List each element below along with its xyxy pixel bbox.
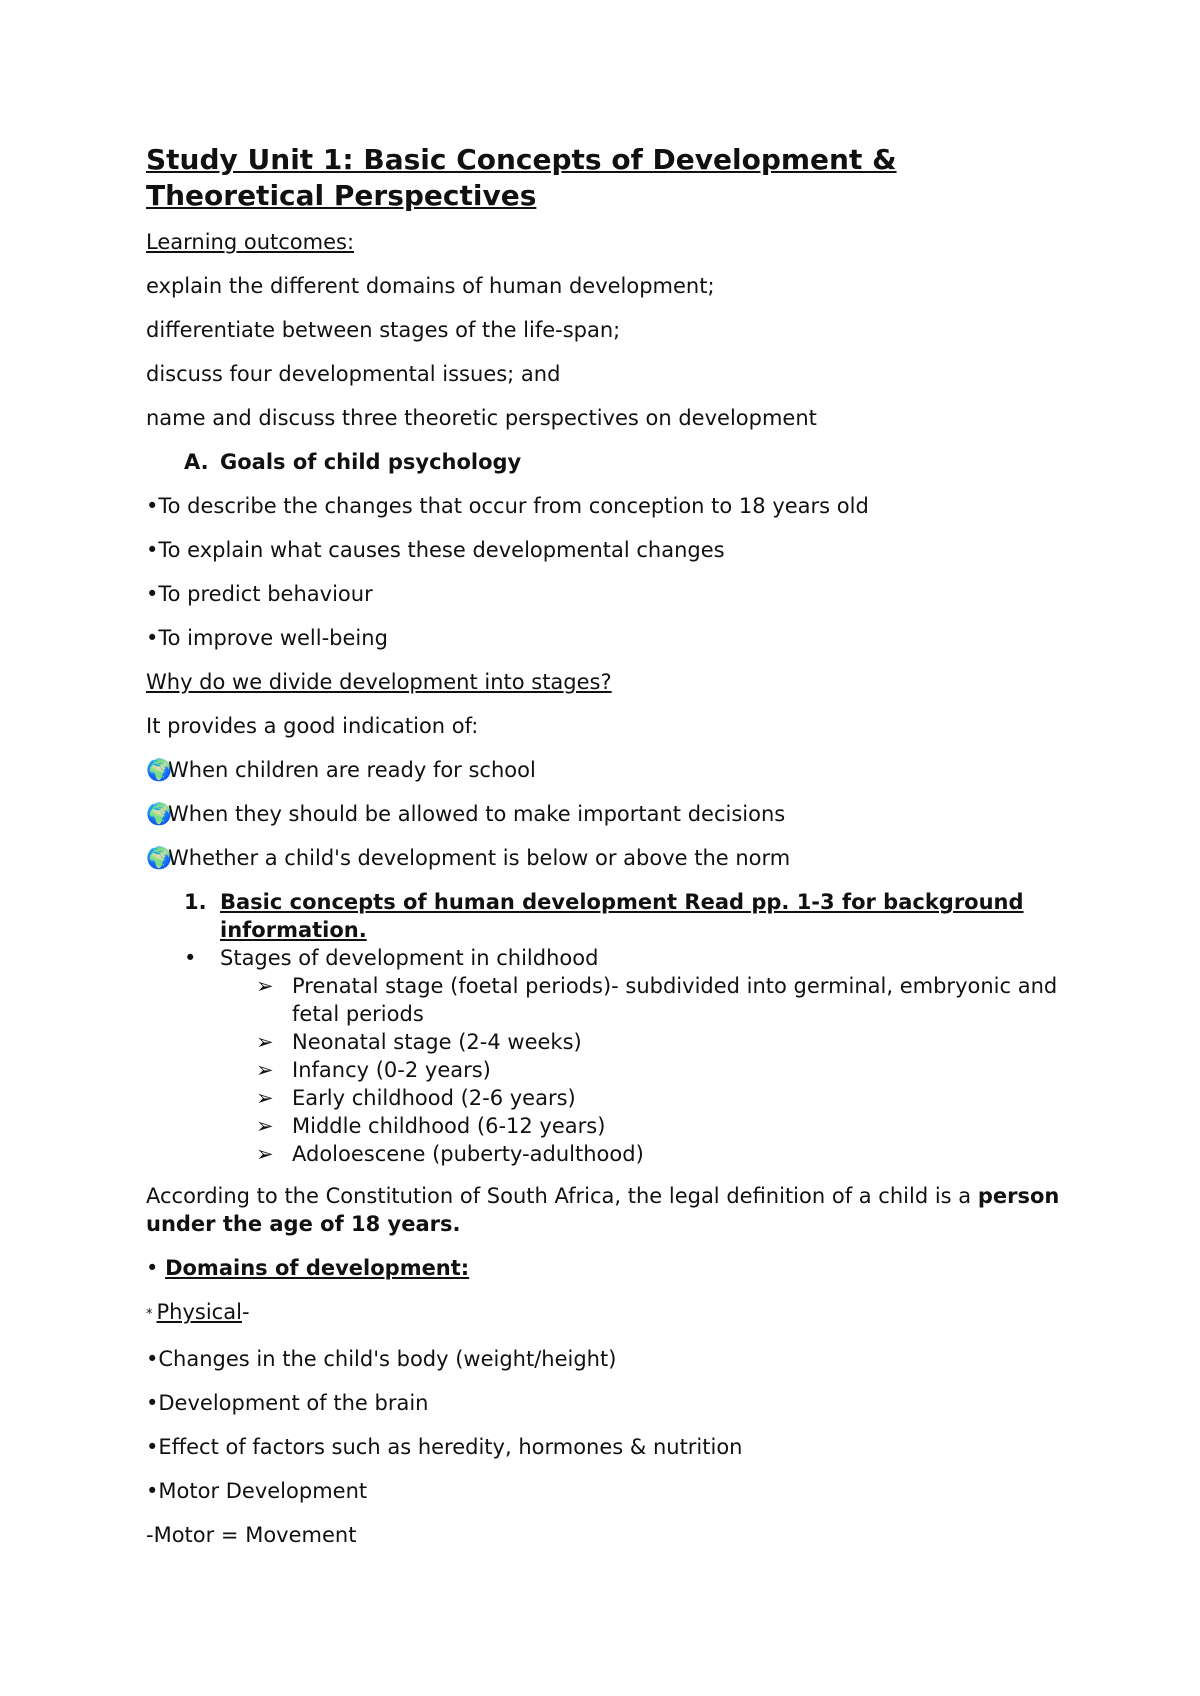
- learning-outcome-item: differentiate between stages of the life-span;: [146, 318, 621, 342]
- bullet-icon: •: [146, 494, 159, 518]
- list-item: [256, 1140, 1076, 1168]
- goal-text: To improve well-being: [158, 626, 388, 650]
- constitution-bold: person under the age of 18 years.: [146, 1184, 1060, 1236]
- constitution-text: According to the Constitution of South Africa, the legal definition of a child is a: [146, 1184, 978, 1208]
- physical-item: [146, 1477, 1076, 1505]
- learning-outcome-item: name and discuss three theoretic perspectives on development: [146, 406, 817, 430]
- goal-text: To describe the changes that occur from conception to 18 years old: [158, 494, 869, 518]
- physical-label: Physical: [156, 1300, 242, 1324]
- star-icon: *: [146, 1307, 153, 1322]
- physical-text: Effect of factors such as heredity, hormones & nutrition: [158, 1435, 743, 1459]
- goal-text: To explain what causes these developmental changes: [158, 538, 725, 562]
- globe-icon: 🌍: [146, 802, 173, 826]
- physical-item: [146, 1345, 1076, 1373]
- stage-text: Early childhood (2-6 years): [292, 1086, 576, 1110]
- stage-text: Prenatal stage (foetal periods)- subdivided into germinal, embryonic and fetal periods: [292, 974, 1058, 1026]
- list-item: [256, 1028, 1076, 1056]
- section-1-title: Basic concepts of human development Read pp. 1-3 for background information.: [220, 890, 1024, 942]
- physical-item: [146, 1433, 1076, 1461]
- page-title: Study Unit 1: Basic Concepts of Development & Theoretical Perspectives: [146, 143, 897, 212]
- list-item: [256, 1084, 1076, 1112]
- arrow-icon: ➢: [256, 1086, 274, 1110]
- learning-outcome-item: discuss four developmental issues; and: [146, 362, 561, 386]
- section-1-heading: [184, 888, 1076, 944]
- indication-text: When they should be allowed to make important decisions: [168, 802, 786, 826]
- stages-bullet: [184, 944, 1076, 972]
- physical-text: Changes in the child's body (weight/height): [158, 1347, 617, 1371]
- section-a-title: Goals of child psychology: [220, 450, 522, 474]
- bullet-icon: •: [146, 582, 159, 606]
- physical-suffix: -: [241, 1300, 250, 1324]
- bullet-icon: •: [146, 538, 159, 562]
- stages-list: [256, 972, 1076, 1168]
- bullet-icon: •: [146, 1256, 159, 1280]
- section-a-heading: [184, 448, 1076, 476]
- goal-item: [146, 536, 1076, 564]
- stages-question-heading: Why do we divide development into stages?: [146, 670, 612, 694]
- learning-outcomes-heading: Learning outcomes:: [146, 230, 355, 254]
- goal-item: [146, 624, 1076, 652]
- physical-item: [146, 1389, 1076, 1417]
- domains-heading: [146, 1254, 1076, 1282]
- bullet-icon: •: [184, 946, 197, 970]
- constitution-paragraph: [146, 1182, 1076, 1238]
- goal-item: [146, 580, 1076, 608]
- indication-item: [146, 844, 1076, 872]
- stages-question-intro: It provides a good indication of:: [146, 714, 479, 738]
- motor-line: -Motor = Movement: [146, 1523, 357, 1547]
- stage-text: Neonatal stage (2-4 weeks): [292, 1030, 582, 1054]
- bullet-icon: •: [146, 1391, 159, 1415]
- arrow-icon: ➢: [256, 1142, 274, 1166]
- section-1-marker: 1.: [184, 890, 207, 914]
- indication-text: When children are ready for school: [168, 758, 536, 782]
- physical-text: Motor Development: [158, 1479, 368, 1503]
- list-item: [256, 972, 1076, 1028]
- bullet-icon: •: [146, 1347, 159, 1371]
- stage-text: Adoloescene (puberty-adulthood): [292, 1142, 644, 1166]
- stage-text: Infancy (0-2 years): [292, 1058, 491, 1082]
- list-item: [256, 1112, 1076, 1140]
- goal-item: [146, 492, 1076, 520]
- goal-text: To predict behaviour: [158, 582, 373, 606]
- indication-item: [146, 756, 1076, 784]
- arrow-icon: ➢: [256, 1058, 274, 1082]
- section-a-marker: A.: [184, 450, 209, 474]
- arrow-icon: ➢: [256, 1114, 274, 1138]
- indication-item: [146, 800, 1076, 828]
- bullet-icon: •: [146, 1435, 159, 1459]
- physical-text: Development of the brain: [158, 1391, 429, 1415]
- globe-icon: 🌍: [146, 758, 173, 782]
- stage-text: Middle childhood (6-12 years): [292, 1114, 606, 1138]
- bullet-icon: •: [146, 626, 159, 650]
- bullet-icon: •: [146, 1479, 159, 1503]
- learning-outcome-item: explain the different domains of human development;: [146, 274, 715, 298]
- arrow-icon: ➢: [256, 1030, 274, 1054]
- arrow-icon: ➢: [256, 974, 274, 998]
- list-item: [256, 1056, 1076, 1084]
- globe-icon: 🌍: [146, 846, 173, 870]
- stages-bullet-text: Stages of development in childhood: [220, 946, 599, 970]
- indication-text: Whether a child's development is below or above the norm: [168, 846, 791, 870]
- domains-title: Domains of development:: [165, 1256, 470, 1280]
- physical-heading: [146, 1298, 1076, 1329]
- document-body: [146, 142, 1076, 1565]
